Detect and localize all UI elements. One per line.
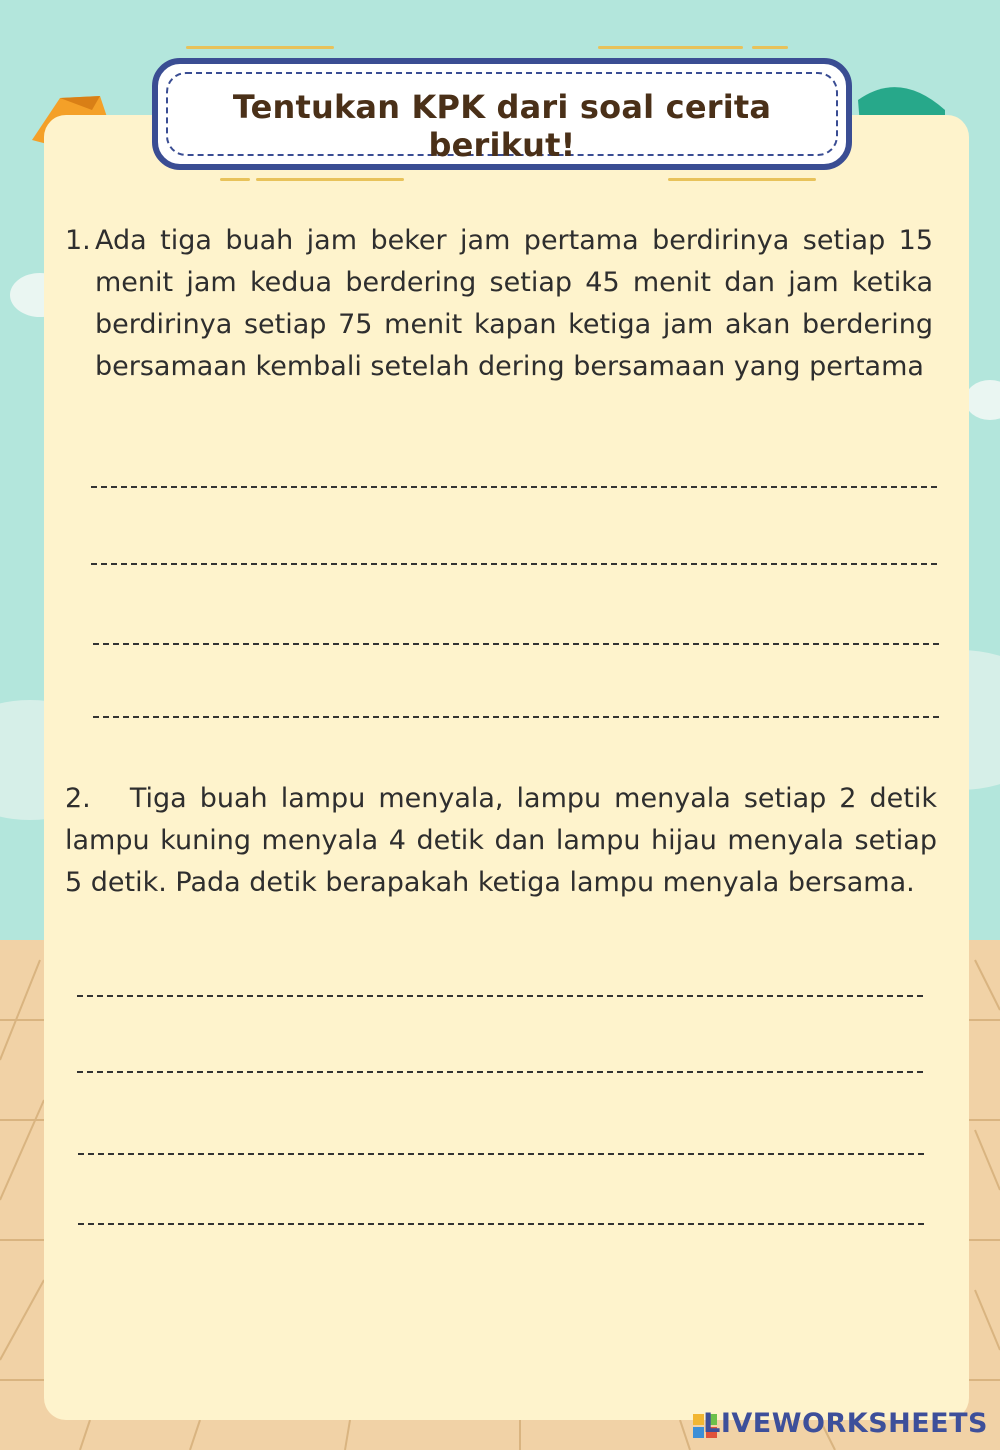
question-1-number: 1.	[65, 225, 91, 256]
title-accent-line	[220, 178, 250, 181]
answer-line-q2-1[interactable]	[77, 995, 923, 997]
answer-line-q1-1[interactable]	[91, 486, 937, 488]
question-2-body: Tiga buah lampu menyala, lampu menyala setiap 2 detik lampu kuning menyala 4 detik dan lampu hijau menyala setiap 5 detik. Pada detik berapakah ketiga lampu menyala bersama.	[65, 783, 937, 898]
answer-line-q2-2[interactable]	[77, 1071, 923, 1073]
answer-line-q1-2[interactable]	[91, 563, 937, 565]
page-title: Tentukan KPK dari soal cerita berikut!	[232, 88, 772, 164]
answer-line-q1-4[interactable]	[93, 716, 939, 718]
title-accent-line	[186, 46, 334, 49]
title-accent-line	[668, 178, 816, 181]
title-accent-line	[752, 46, 788, 49]
answer-line-q1-3[interactable]	[93, 643, 939, 645]
answer-line-q2-3[interactable]	[78, 1153, 924, 1155]
title-accent-line	[598, 46, 743, 49]
answer-line-q2-4[interactable]	[78, 1223, 924, 1225]
question-2-number: 2.	[65, 783, 91, 814]
question-2-text	[65, 778, 937, 904]
title-accent-line	[256, 178, 404, 181]
brand-logo: LIVEWORKSHEETS	[703, 1408, 988, 1439]
title-banner	[152, 58, 852, 170]
question-1-text: Ada tiga buah jam beker jam pertama berdirinya setiap 15 menit jam kedua berdering setiap 45 menit dan jam ketika berdirinya setiap 75 menit kapan ketiga jam akan berdering bersamaan kembali setelah dering bersamaan yang pertama	[95, 225, 933, 382]
